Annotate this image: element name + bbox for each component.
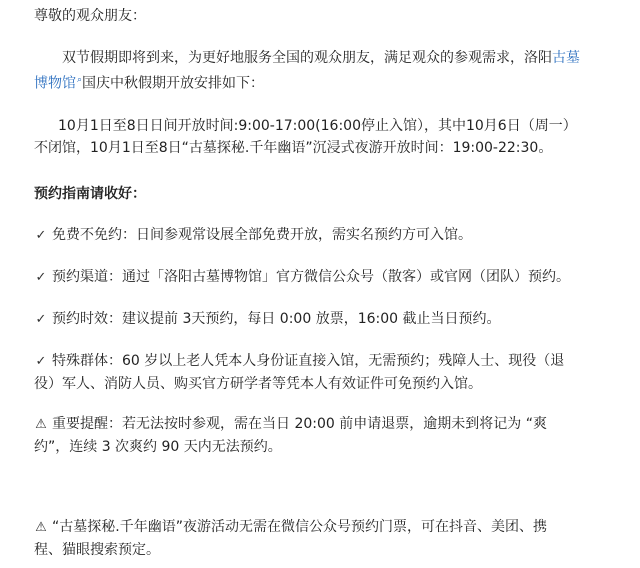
search-icon[interactable]: ⌕ [77,75,83,85]
check-icon: ✓ [35,354,47,369]
guide-item-timing [34,309,501,329]
guide-item-channels [34,267,570,287]
guide-item-reminder-cont: 约”，连续 3 次爽约 90 天内无法预约。 [34,439,282,455]
check-icon: ✓ [35,312,47,327]
intro-text-2: 国庆中秋假期开放安排如下： [82,75,265,92]
hours-line-2: 不闭馆，10月1日至8日“古墓探秘.千年幽语”沉浸式夜游开放时间：19:00-22:30。 [34,140,553,156]
guide-item-night-tour-cont: 程、猫眼搜索预定。 [34,542,160,558]
guide-item-text: 重要提醒：若无法按时参观，需在当日 20:00 前申请退票，逾期未到将记为 “爽 [52,416,547,432]
warning-icon: ⚠ [35,520,47,535]
guide-item-text: 预约渠道：通过「洛阳古墓博物馆」官方微信公众号（散客）或官网（团队）预约。 [52,269,570,285]
guide-item-night-tour [34,517,547,537]
check-icon: ✓ [35,270,47,285]
intro-line-2 [34,70,264,90]
guide-item-text: 预约时效：建议提前 3天预约，每日 0:00 放票，16:00 截止当日预约。 [52,311,501,327]
guide-item-free-entry [34,225,472,245]
guide-heading: 预约指南请收好： [34,186,146,202]
guide-item-special-groups-cont: 役）军人、消防人员、购买官方研学者等凭本人有效证件可免预约入馆。 [34,376,482,392]
museum-link-part-2[interactable]: 博物馆 [34,75,76,92]
intro-line-1 [62,48,580,68]
hours-line-1: 10月1日至8日日间开放时间:9:00-17:00(16:00停止入馆），其中10月6日（周一） [58,118,577,134]
warning-icon: ⚠ [35,417,47,432]
guide-item-text: 免费不免约：日间参观常设展全部免费开放，需实名预约方可入馆。 [52,227,472,243]
greeting: 尊敬的观众朋友： [34,8,146,24]
guide-item-text: “古墓探秘.千年幽语”夜游活动无需在微信公众号预约门票，可在抖音、美团、携 [52,519,547,535]
guide-item-special-groups [34,351,564,371]
check-icon: ✓ [35,228,47,243]
intro-text-1: 双节假期即将到来，为更好地服务全国的观众朋友，满足观众的参观需求，洛阳 [62,50,552,66]
guide-item-reminder [34,414,547,434]
guide-item-text: 特殊群体：60 岁以上老人凭本人身份证直接入馆，无需预约；残障人士、现役（退 [52,353,565,369]
museum-link-part-1[interactable]: 古墓 [552,50,580,66]
